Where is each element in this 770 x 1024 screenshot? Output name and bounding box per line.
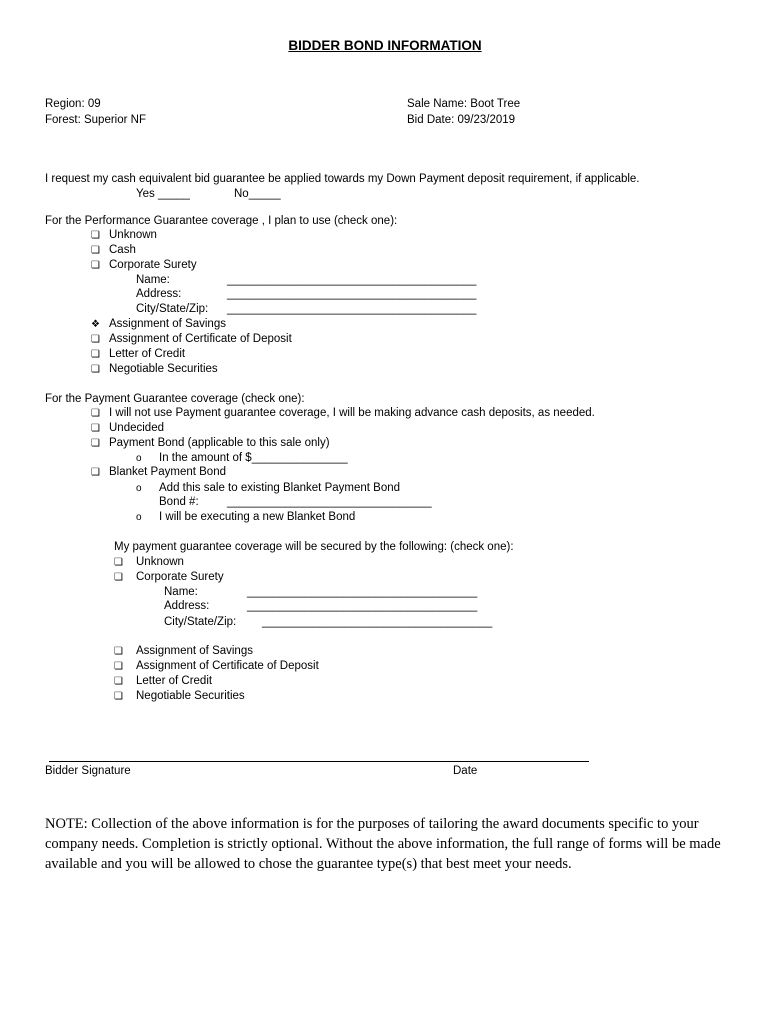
checkbox-item[interactable]: [114, 555, 184, 570]
name-label: Name:: [164, 586, 198, 598]
name-label: Name:: [136, 274, 170, 286]
city-label: City/State/Zip:: [164, 616, 237, 628]
checkbox-item[interactable]: [91, 258, 197, 273]
checkbox-item[interactable]: [114, 689, 245, 704]
yes-field[interactable]: Yes _____: [136, 188, 190, 200]
checkbox-icon[interactable]: ❏: [91, 467, 100, 478]
checkbox-label: Unknown: [109, 229, 157, 241]
checkbox-label: Letter of Credit: [136, 675, 213, 687]
city-line[interactable]: _______________________________________: [227, 303, 477, 315]
bidder-signature-label: Bidder Signature: [45, 765, 131, 777]
checkbox-item[interactable]: [91, 243, 136, 258]
checkbox-label: I will not use Payment guarantee coverage, I will be making advance cash deposits, as needed.: [109, 407, 595, 419]
checkbox-icon[interactable]: ❏: [91, 349, 100, 360]
checkbox-label: Assignment of Certificate of Deposit: [136, 660, 319, 672]
checkbox-item[interactable]: [114, 674, 212, 689]
checkbox-label: Unknown: [136, 556, 184, 568]
checkbox-icon[interactable]: ❏: [114, 676, 123, 687]
checkbox-icon[interactable]: ❏: [114, 691, 123, 702]
page-title: BIDDER BOND INFORMATION: [288, 38, 482, 53]
date-label: Date: [453, 765, 478, 777]
name-line[interactable]: ____________________________________: [247, 586, 478, 598]
radio-label: I will be executing a new Blanket Bond: [159, 511, 356, 523]
circle-bullet-icon[interactable]: o: [136, 483, 142, 494]
checkbox-icon[interactable]: ❏: [91, 364, 100, 375]
circle-bullet-icon[interactable]: o: [136, 453, 142, 464]
checkbox-item[interactable]: [91, 436, 330, 451]
checkbox-icon[interactable]: ❏: [114, 661, 123, 672]
checkbox-label: Negotiable Securities: [136, 690, 245, 702]
city-line[interactable]: ____________________________________: [262, 616, 493, 628]
checkbox-icon[interactable]: ❏: [91, 438, 100, 449]
checkbox-icon[interactable]: ❏: [91, 260, 100, 271]
note-text: NOTE: Collection of the above information is for the purposes of tailoring the award documents specific to your company needs. Completion is strictly optional. Without the above information, the full range of forms will be made available and you will be allowed to chose the guarantee type(s) that best meet your needs.: [45, 816, 721, 872]
checkbox-label: Negotiable Securities: [109, 363, 218, 375]
checkbox-label: Assignment of Savings: [136, 645, 253, 657]
performance-heading: For the Performance Guarantee coverage , I plan to use (check one):: [45, 215, 398, 227]
address-label: Address:: [136, 288, 182, 300]
checkbox-icon[interactable]: ❏: [114, 572, 123, 583]
checkbox-label: Assignment of Certificate of Deposit: [109, 333, 292, 345]
checkbox-item[interactable]: [91, 406, 595, 421]
checkbox-item[interactable]: [91, 317, 226, 332]
address-line[interactable]: _______________________________________: [227, 288, 477, 300]
checkbox-label: Cash: [109, 244, 136, 256]
radio-item[interactable]: [136, 481, 400, 496]
radio-label: Add this sale to existing Blanket Payment Bond: [159, 482, 401, 494]
checkbox-item[interactable]: [91, 421, 164, 436]
city-label: City/State/Zip:: [136, 303, 209, 315]
checkbox-label: Assignment of Savings: [109, 318, 226, 330]
checkbox-icon[interactable]: ❏: [114, 557, 123, 568]
bond-number-label: Bond #:: [159, 496, 199, 508]
checkbox-label: Corporate Surety: [136, 571, 224, 583]
radio-item[interactable]: [136, 510, 355, 525]
checkbox-icon[interactable]: ❏: [91, 245, 100, 256]
name-line[interactable]: _______________________________________: [227, 274, 477, 286]
checkbox-item[interactable]: [91, 228, 157, 243]
checkbox-item[interactable]: [91, 332, 292, 347]
no-field[interactable]: No_____: [234, 188, 281, 200]
checkbox-item[interactable]: [114, 659, 319, 674]
checkbox-icon[interactable]: ❏: [91, 230, 100, 241]
checkbox-label: Corporate Surety: [109, 259, 197, 271]
radio-label: In the amount of $_______________: [159, 452, 348, 464]
checkbox-label: Blanket Payment Bond: [109, 466, 226, 478]
sale-name: Sale Name: Boot Tree: [407, 98, 521, 110]
region: Region: 09: [45, 98, 101, 110]
radio-item[interactable]: [136, 451, 348, 466]
checkbox-item[interactable]: [114, 644, 253, 659]
bid-date: Bid Date: 09/23/2019: [407, 114, 516, 126]
circle-bullet-icon[interactable]: o: [136, 512, 142, 523]
checkbox-icon[interactable]: ❏: [91, 423, 100, 434]
checkbox-icon[interactable]: ❏: [91, 334, 100, 345]
checkbox-item[interactable]: [91, 465, 226, 480]
checkbox-icon[interactable]: ❏: [91, 408, 100, 419]
bond-number-line[interactable]: ________________________________: [227, 496, 432, 508]
forest: Forest: Superior NF: [45, 114, 146, 126]
address-label: Address:: [164, 600, 210, 612]
diamond-bullet-icon[interactable]: ❖: [91, 319, 100, 330]
checkbox-icon[interactable]: ❏: [114, 646, 123, 657]
checkbox-label: Payment Bond (applicable to this sale only): [109, 437, 330, 449]
signature-line[interactable]: [49, 761, 589, 762]
address-line[interactable]: ____________________________________: [247, 600, 478, 612]
payment-heading: For the Payment Guarantee coverage (check one):: [45, 393, 305, 405]
checkbox-label: Undecided: [109, 422, 164, 434]
request-text: I request my cash equivalent bid guarantee be applied towards my Down Payment deposit requirement, if applicable.: [45, 173, 640, 185]
checkbox-item[interactable]: [114, 570, 224, 585]
checkbox-item[interactable]: [91, 362, 218, 377]
checkbox-item[interactable]: [91, 347, 185, 362]
checkbox-label: Letter of Credit: [109, 348, 186, 360]
secured-heading: My payment guarantee coverage will be secured by the following: (check one):: [114, 541, 514, 553]
